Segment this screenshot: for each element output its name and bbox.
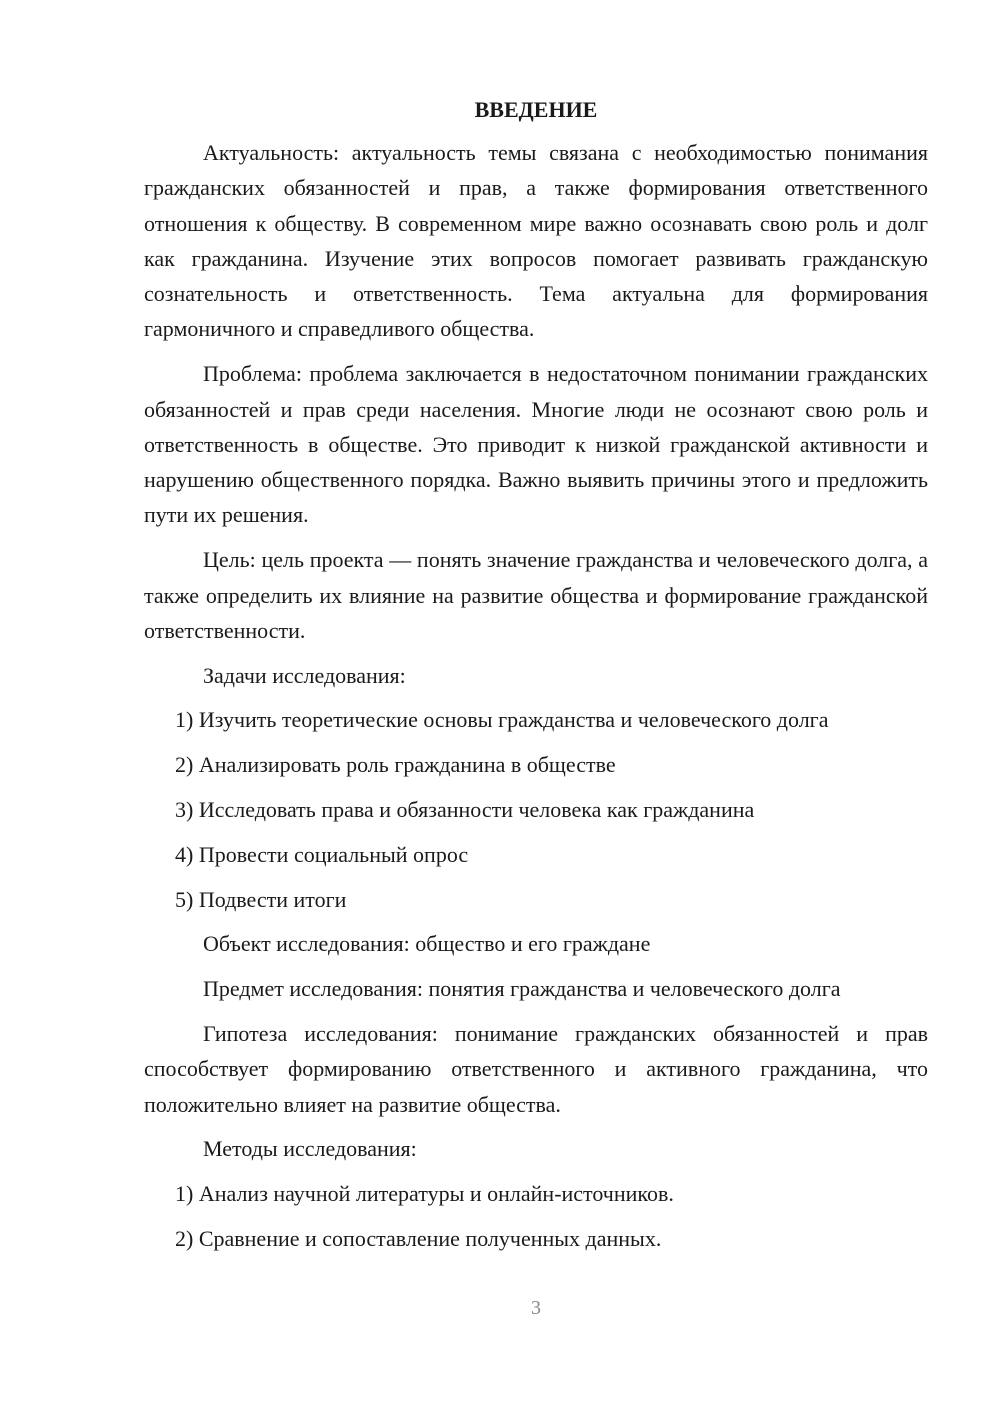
- task-item: 4) Провести социальный опрос: [175, 841, 469, 867]
- section-heading: ВВЕДЕНИЕ: [474, 97, 598, 122]
- task-item: 1) Изучить теоретические основы гражданства и человеческого долга: [175, 707, 829, 733]
- hypothesis-paragraph: Гипотеза исследования: понимание гражданских обязанностей и прав способствует формированию ответственного и активного гражданина, что положительно влияет на развитие общества.: [144, 1021, 928, 1117]
- problem-paragraph: Проблема: проблема заключается в недостаточном понимании гражданских обязанностей и прав среди населения. Многие люди не осознают свою роль и ответственность в обществе. Это приводит к низкой гражданской активности и нарушению общественного порядка. Важно выявить причины этого и предложить пути их решения.: [144, 361, 928, 528]
- methods-label: Методы исследования:: [203, 1136, 417, 1162]
- page-number: 3: [531, 1297, 541, 1319]
- research-object: Объект исследования: общество и его граждане: [203, 931, 651, 957]
- goal-paragraph: Цель: цель проекта — понять значение гражданства и человеческого долга, а также определить их влияние на развитие общества и формирование гражданской ответственности.: [144, 547, 928, 643]
- tasks-label: Задачи исследования:: [203, 662, 406, 688]
- research-subject: Предмет исследования: понятия гражданства и человеческого долга: [203, 976, 841, 1002]
- task-item: 3) Исследовать права и обязанности человека как гражданина: [175, 797, 755, 823]
- relevance-paragraph: Актуальность: актуальность темы связана с необходимостью понимания гражданских обязанностей и прав, а также формирования ответственного отношения к обществу. В современном мире важно осознавать свою роль и долг как гражданина. Изучение этих вопросов помогает развивать гражданскую сознательность и ответственность. Тема актуальна для формирования гармоничного и справедливого общества.: [144, 140, 928, 342]
- method-item: 1) Анализ научной литературы и онлайн-источников.: [175, 1181, 674, 1207]
- document-page: [144, 92, 928, 1266]
- task-item: 5) Подвести итоги: [175, 886, 347, 912]
- method-item: 2) Сравнение и сопоставление полученных данных.: [175, 1226, 662, 1252]
- task-item: 2) Анализировать роль гражданина в обществе: [175, 752, 616, 778]
